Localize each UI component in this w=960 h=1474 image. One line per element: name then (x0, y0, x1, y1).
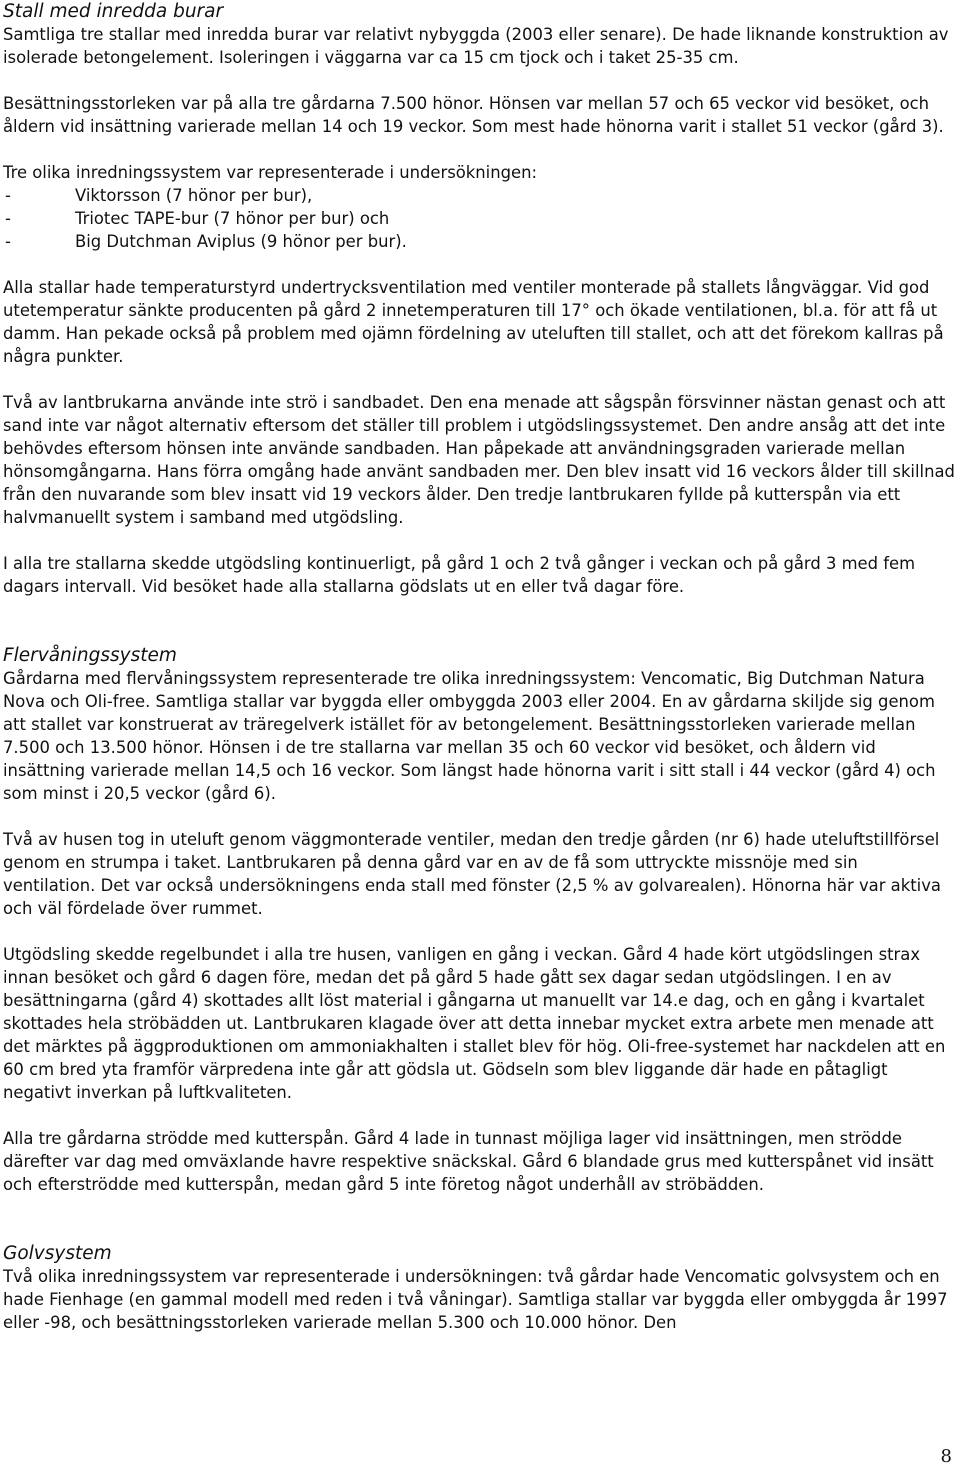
section-heading: Flervåningssystem (3, 645, 177, 666)
paragraph: Samtliga tre stallar med inredda burar var relativt nybyggda (2003 eller senare). De hade liknande konstruktion av isolerade betongelement. Isoleringen i väggarna var ca 15 cm tjock och i taket 25-35 cm. (3, 25, 949, 67)
paragraph: Alla stallar hade temperaturstyrd undertrycksventilation med ventiler monterade på stallets långväggar. Vid god utetemperatur sänkte producenten på gård 2 innetemperaturen till 17° och ökade ventilationen, bl.a. för att få ut damm. Han pekade också på problem med ojämn fördelning av uteluften till stallet, och att det förekom kallras på några punkter. (3, 278, 944, 366)
paragraph: Utgödsling skedde regelbundet i alla tre husen, vanligen en gång i veckan. Gård 4 hade kört utgödslingen strax innan besöket och gård 6 dagen före, medan det på gård 5 hade gått sex dagar sedan utgödslingen. I en av besättningarna (gård 4) skottades allt löst material i gångarna ut manuellt var 14.e dag, och en gång i kvartalet skottades hela ströbädden ut. Lantbrukaren klagade över att detta innebar mycket extra arbete men menade att det märktes på äggproduktionen om ammoniakhalten i stallet blev för hög. Oli-free-systemet har nackdelen att en 60 cm bred yta framför värpredena inte går att gödsla ut. Gödseln som blev liggande där hade en påtagligt negativt inverkan på luftkvaliteten. (3, 945, 946, 1102)
document-page (3, 0, 955, 1334)
list-item: - Viktorsson (7 hönor per bur), (5, 186, 313, 205)
section-golvsystem (3, 1242, 955, 1334)
section-heading: Stall med inredda burar (3, 1, 224, 22)
paragraph: Två av lantbrukarna använde inte strö i sandbadet. Den ena menade att sågspån försvinner nästan genast och att sand inte var något alternativ eftersom det ställer till problem i utgödslingssystemet. Den andre ansåg att det inte behövdes eftersom hönsen inte använde sandbaden. Han påpekade att användningsgraden varierade mellan hönsomgångarna. Hans förra omgång hade använt sandbaden mer. Den blev insatt vid 16 veckors ålder till skillnad från den nuvarande som blev insatt vid 19 veckors ålder. Den tredje lantbrukaren fyllde på kutterspån via ett halvmanuellt system i samband med utgödsling. (3, 393, 955, 527)
page-number: 8 (940, 1446, 952, 1467)
paragraph: Tre olika inredningssystem var representerade i undersökningen: (3, 163, 537, 182)
section-flervaningssystem (3, 644, 955, 1196)
section-heading: Golvsystem (3, 1243, 112, 1264)
section-stall-med-inredda-burar (3, 0, 955, 598)
paragraph: Gårdarna med flervåningssystem representerade tre olika inredningssystem: Vencomatic, Big Dutchman Natura Nova och Oli-free. Samtliga stallar var byggda eller ombyggda 2003 eller 2004. En av gårdarna skiljde sig genom att stallet var konstruerat av träregelverk istället för av betongelement. Besättningsstorleken varierade mellan 7.500 och 13.500 hönor. Hönsen i de tre stallarna var mellan 35 och 60 veckor vid besöket, och åldern vid insättning varierade mellan 14,5 och 16 veckor. Som längst hade hönorna varit i sitt stall i 44 veckor (gård 4) och som minst i 20,5 veckor (gård 6). (3, 669, 936, 803)
list-item: - Big Dutchman Aviplus (9 hönor per bur). (5, 232, 407, 251)
list-item: - Triotec TAPE-bur (7 hönor per bur) och (5, 209, 390, 228)
paragraph: Två av husen tog in uteluft genom väggmonterade ventiler, medan den tredje gården (nr 6) hade uteluftstillförsel genom en strumpa i taket. Lantbrukaren på denna gård var en av de få som uttryckte missnöje med sin ventilation. Det var också undersökningens enda stall med fönster (2,5 % av golvarealen). Hönorna här var aktiva och väl fördelade över rummet. (3, 830, 941, 918)
paragraph: Alla tre gårdarna strödde med kutterspån. Gård 4 lade in tunnast möjliga lager vid insättningen, men strödde därefter var dag med omväxlande havre respektive snäckskal. Gård 6 blandade grus med kutterspånet vid insätt och efterströdde med kutterspån, medan gård 5 inte företog något underhåll av ströbädden. (3, 1129, 934, 1194)
paragraph: Besättningsstorleken var på alla tre gårdarna 7.500 hönor. Hönsen var mellan 57 och 65 veckor vid besöket, och åldern vid insättning varierade mellan 14 och 19 veckor. Som mest hade hönorna varit i stallet 51 veckor (gård 3). (3, 94, 944, 136)
paragraph: Två olika inredningssystem var representerade i undersökningen: två gårdar hade Vencomatic golvsystem och en hade Fienhage (en gammal modell med reden i två våningar). Samtliga stallar var byggda eller ombyggda år 1997 eller -98, och besättningsstorleken varierade mellan 5.300 och 10.000 hönor. Den (3, 1267, 948, 1332)
paragraph: I alla tre stallarna skedde utgödsling kontinuerligt, på gård 1 och 2 två gånger i veckan och på gård 3 med fem dagars intervall. Vid besöket hade alla stallarna gödslats ut en eller två dagar före. (3, 554, 916, 596)
system-list (3, 184, 955, 253)
